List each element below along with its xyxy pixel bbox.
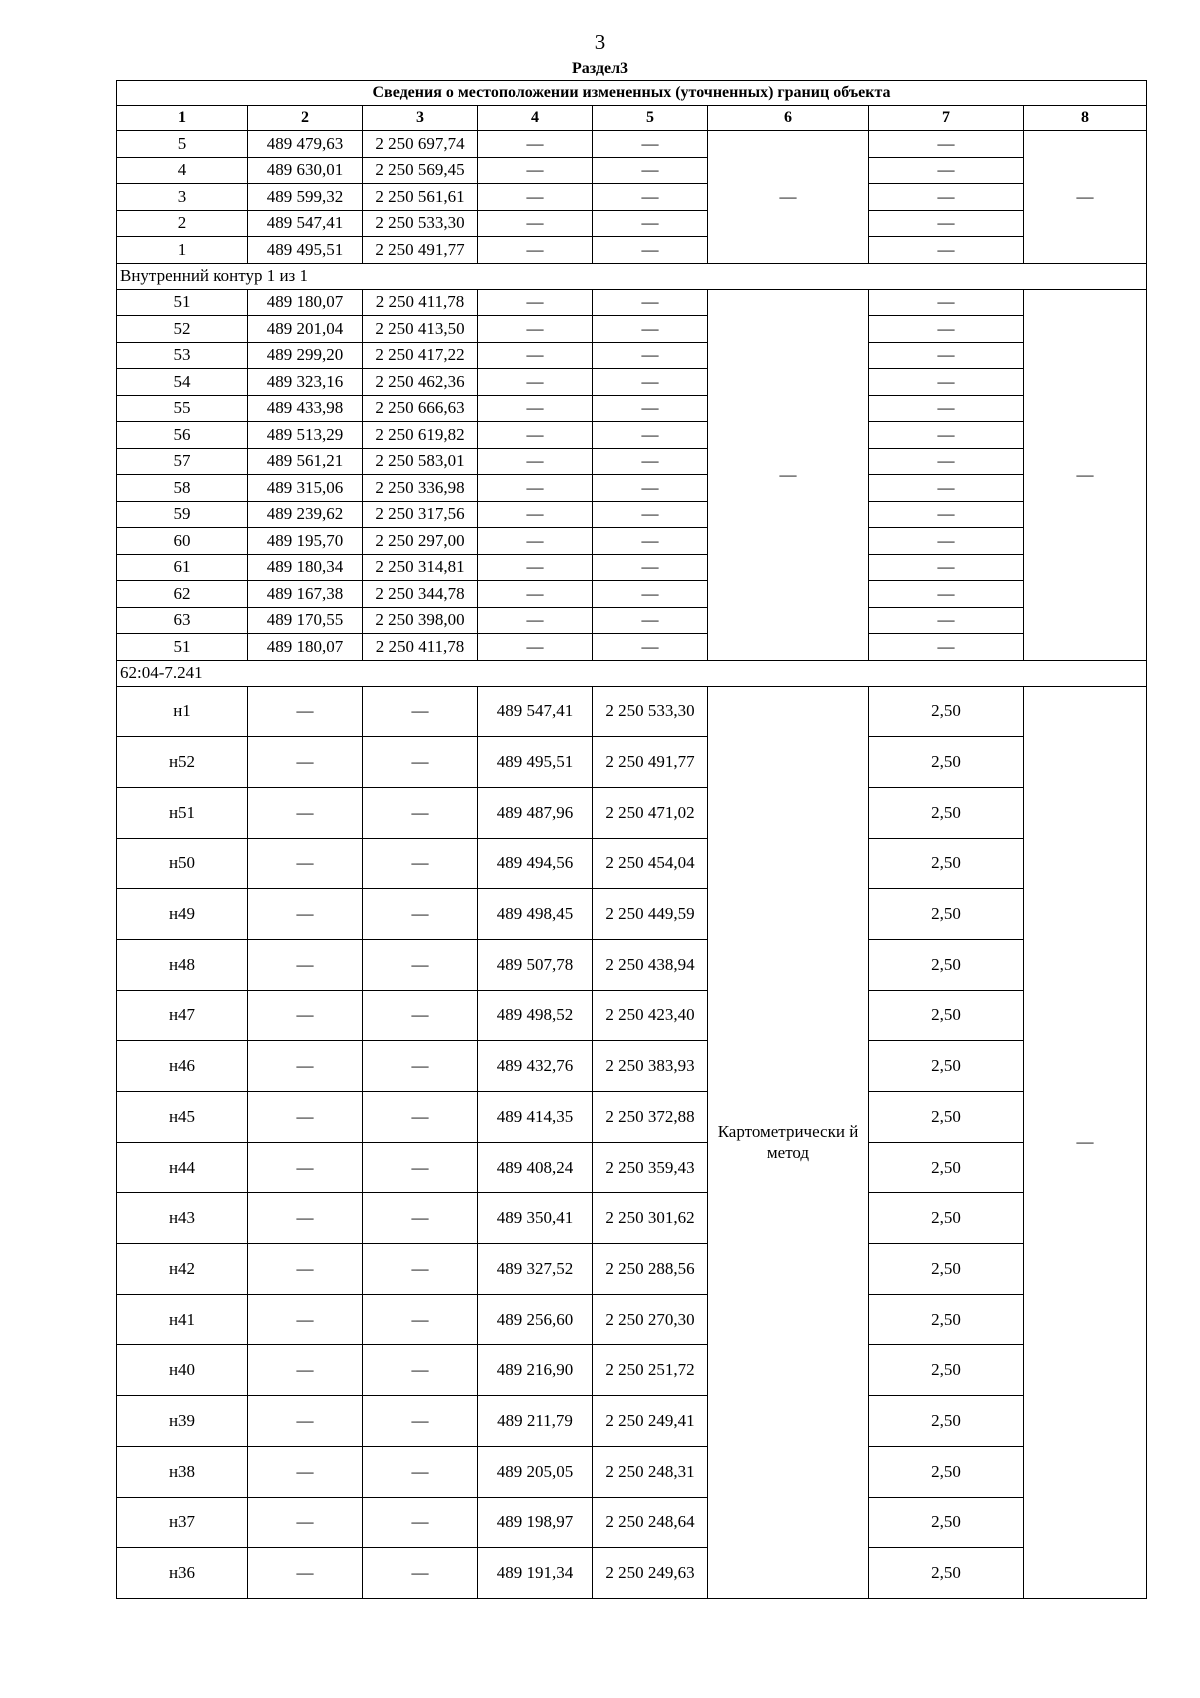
- point-number-cell: н49: [117, 889, 248, 940]
- boundary-table: [116, 80, 1147, 1599]
- accuracy-cell: 2,50: [869, 1193, 1024, 1244]
- new-y-cell: —: [593, 157, 708, 184]
- table-row: [117, 528, 1147, 555]
- new-x-cell: —: [478, 184, 593, 211]
- new-x-cell: 489 198,97: [478, 1497, 593, 1548]
- old-y-cell: —: [363, 1294, 478, 1345]
- old-y-cell: —: [363, 1041, 478, 1092]
- old-x-cell: 489 170,55: [248, 607, 363, 634]
- new-x-cell: —: [478, 369, 593, 396]
- point-number-cell: 59: [117, 501, 248, 528]
- table-row: [117, 581, 1147, 608]
- table-row: [117, 1193, 1147, 1244]
- table-row: [117, 1142, 1147, 1193]
- new-y-cell: 2 250 251,72: [593, 1345, 708, 1396]
- column-number-cell: 1: [117, 106, 248, 131]
- point-number-cell: 58: [117, 475, 248, 502]
- old-y-cell: 2 250 317,56: [363, 501, 478, 528]
- table-row: [117, 237, 1147, 264]
- accuracy-cell: —: [869, 210, 1024, 237]
- old-y-cell: 2 250 569,45: [363, 157, 478, 184]
- new-x-cell: 489 216,90: [478, 1345, 593, 1396]
- point-number-cell: 5: [117, 131, 248, 158]
- table-row: [117, 342, 1147, 369]
- point-number-cell: 60: [117, 528, 248, 555]
- accuracy-cell: 2,50: [869, 1041, 1024, 1092]
- table-row: [117, 554, 1147, 581]
- old-x-cell: 489 239,62: [248, 501, 363, 528]
- point-number-cell: н46: [117, 1041, 248, 1092]
- old-x-cell: 489 513,29: [248, 422, 363, 449]
- new-y-cell: —: [593, 501, 708, 528]
- new-y-cell: 2 250 423,40: [593, 990, 708, 1041]
- inner-contour-label: Внутренний контур 1 из 1: [117, 263, 1147, 289]
- old-x-cell: —: [248, 889, 363, 940]
- old-x-cell: —: [248, 787, 363, 838]
- accuracy-cell: 2,50: [869, 1244, 1024, 1295]
- new-y-cell: 2 250 359,43: [593, 1142, 708, 1193]
- point-number-cell: 51: [117, 289, 248, 316]
- point-number-cell: 57: [117, 448, 248, 475]
- column-number-cell: 3: [363, 106, 478, 131]
- table-caption-row: [117, 81, 1147, 106]
- table-row: [117, 210, 1147, 237]
- point-number-cell: н38: [117, 1446, 248, 1497]
- new-y-cell: 2 250 438,94: [593, 939, 708, 990]
- table-row: [117, 1345, 1147, 1396]
- point-number-cell: 52: [117, 316, 248, 343]
- accuracy-cell: —: [869, 342, 1024, 369]
- old-y-cell: —: [363, 1446, 478, 1497]
- old-x-cell: 489 201,04: [248, 316, 363, 343]
- old-x-cell: —: [248, 1244, 363, 1295]
- new-y-cell: 2 250 449,59: [593, 889, 708, 940]
- new-y-cell: —: [593, 554, 708, 581]
- old-x-cell: 489 547,41: [248, 210, 363, 237]
- table-row: [117, 289, 1147, 316]
- table-row: [117, 1396, 1147, 1447]
- point-number-cell: н50: [117, 838, 248, 889]
- old-x-cell: 489 630,01: [248, 157, 363, 184]
- old-y-cell: 2 250 411,78: [363, 289, 478, 316]
- new-x-cell: —: [478, 528, 593, 555]
- accuracy-cell: —: [869, 395, 1024, 422]
- accuracy-cell: —: [869, 237, 1024, 264]
- new-x-cell: 489 494,56: [478, 838, 593, 889]
- point-number-cell: н1: [117, 686, 248, 737]
- new-x-cell: —: [478, 210, 593, 237]
- new-y-cell: 2 250 471,02: [593, 787, 708, 838]
- table-row: [117, 990, 1147, 1041]
- point-number-cell: н43: [117, 1193, 248, 1244]
- old-y-cell: —: [363, 1142, 478, 1193]
- old-x-cell: —: [248, 838, 363, 889]
- column-number-cell: 5: [593, 106, 708, 131]
- method-cell: Картометрически й метод: [708, 686, 869, 1598]
- new-x-cell: —: [478, 395, 593, 422]
- old-x-cell: —: [248, 737, 363, 788]
- table-row: [117, 501, 1147, 528]
- point-number-cell: н36: [117, 1548, 248, 1599]
- accuracy-cell: 2,50: [869, 1092, 1024, 1143]
- old-x-cell: —: [248, 1092, 363, 1143]
- column-number-row: [117, 106, 1147, 131]
- old-y-cell: 2 250 462,36: [363, 369, 478, 396]
- point-number-cell: 51: [117, 634, 248, 661]
- new-y-cell: 2 250 491,77: [593, 737, 708, 788]
- old-x-cell: —: [248, 1396, 363, 1447]
- old-y-cell: —: [363, 889, 478, 940]
- new-x-cell: —: [478, 342, 593, 369]
- old-y-cell: 2 250 666,63: [363, 395, 478, 422]
- old-y-cell: —: [363, 1548, 478, 1599]
- old-x-cell: 489 599,32: [248, 184, 363, 211]
- table-row: [117, 1244, 1147, 1295]
- table-caption: Сведения о местоположении измененных (уточненных) границ объекта: [117, 81, 1147, 106]
- new-x-cell: —: [478, 237, 593, 264]
- point-number-cell: 62: [117, 581, 248, 608]
- point-number-cell: н52: [117, 737, 248, 788]
- old-y-cell: 2 250 413,50: [363, 316, 478, 343]
- table-row: [117, 787, 1147, 838]
- point-number-cell: 1: [117, 237, 248, 264]
- new-x-cell: —: [478, 634, 593, 661]
- old-y-cell: 2 250 697,74: [363, 131, 478, 158]
- old-y-cell: —: [363, 1244, 478, 1295]
- accuracy-cell: 2,50: [869, 939, 1024, 990]
- new-y-cell: —: [593, 184, 708, 211]
- point-number-cell: н45: [117, 1092, 248, 1143]
- new-y-cell: 2 250 249,63: [593, 1548, 708, 1599]
- method-cell: —: [708, 289, 869, 660]
- new-y-cell: —: [593, 475, 708, 502]
- point-number-cell: 4: [117, 157, 248, 184]
- old-x-cell: 489 433,98: [248, 395, 363, 422]
- accuracy-cell: —: [869, 131, 1024, 158]
- old-y-cell: —: [363, 1396, 478, 1447]
- new-x-cell: —: [478, 448, 593, 475]
- accuracy-cell: 2,50: [869, 737, 1024, 788]
- table-row: [117, 939, 1147, 990]
- accuracy-cell: 2,50: [869, 1396, 1024, 1447]
- old-x-cell: 489 479,63: [248, 131, 363, 158]
- accuracy-cell: 2,50: [869, 1142, 1024, 1193]
- column-number-cell: 2: [248, 106, 363, 131]
- accuracy-cell: —: [869, 316, 1024, 343]
- old-y-cell: —: [363, 737, 478, 788]
- accuracy-cell: 2,50: [869, 686, 1024, 737]
- new-x-cell: —: [478, 501, 593, 528]
- section-title: Раздел3: [571, 60, 629, 77]
- new-x-cell: —: [478, 131, 593, 158]
- new-y-cell: —: [593, 369, 708, 396]
- accuracy-cell: —: [869, 422, 1024, 449]
- table-row: [117, 607, 1147, 634]
- old-y-cell: 2 250 398,00: [363, 607, 478, 634]
- new-x-cell: 489 191,34: [478, 1548, 593, 1599]
- table-row: [117, 422, 1147, 449]
- old-x-cell: 489 323,16: [248, 369, 363, 396]
- column-number-cell: 4: [478, 106, 593, 131]
- point-number-cell: 53: [117, 342, 248, 369]
- old-y-cell: —: [363, 686, 478, 737]
- table-row: [117, 1548, 1147, 1599]
- old-y-cell: 2 250 619,82: [363, 422, 478, 449]
- table-row: [117, 1497, 1147, 1548]
- point-number-cell: н51: [117, 787, 248, 838]
- point-number-cell: 63: [117, 607, 248, 634]
- page-number: 3: [594, 30, 606, 54]
- new-y-cell: 2 250 248,64: [593, 1497, 708, 1548]
- new-x-cell: —: [478, 422, 593, 449]
- table-row: [117, 1294, 1147, 1345]
- old-x-cell: —: [248, 1548, 363, 1599]
- accuracy-cell: —: [869, 157, 1024, 184]
- new-y-cell: 2 250 249,41: [593, 1396, 708, 1447]
- point-number-cell: н41: [117, 1294, 248, 1345]
- point-number-cell: 3: [117, 184, 248, 211]
- old-y-cell: —: [363, 1497, 478, 1548]
- table-row: [117, 475, 1147, 502]
- table-row: [117, 686, 1147, 737]
- new-x-cell: 489 256,60: [478, 1294, 593, 1345]
- new-y-cell: —: [593, 422, 708, 449]
- new-y-cell: —: [593, 607, 708, 634]
- old-x-cell: —: [248, 1497, 363, 1548]
- point-number-cell: н48: [117, 939, 248, 990]
- point-number-cell: н39: [117, 1396, 248, 1447]
- old-y-cell: 2 250 417,22: [363, 342, 478, 369]
- table-row: [117, 1092, 1147, 1143]
- new-x-cell: 489 498,52: [478, 990, 593, 1041]
- new-x-cell: 489 350,41: [478, 1193, 593, 1244]
- old-y-cell: 2 250 491,77: [363, 237, 478, 264]
- table-row: [117, 1446, 1147, 1497]
- accuracy-cell: 2,50: [869, 787, 1024, 838]
- old-y-cell: —: [363, 1092, 478, 1143]
- new-x-cell: 489 211,79: [478, 1396, 593, 1447]
- new-y-cell: —: [593, 342, 708, 369]
- accuracy-cell: —: [869, 475, 1024, 502]
- new-y-cell: 2 250 383,93: [593, 1041, 708, 1092]
- old-y-cell: —: [363, 1193, 478, 1244]
- accuracy-cell: 2,50: [869, 838, 1024, 889]
- point-number-cell: 2: [117, 210, 248, 237]
- table-row: [117, 369, 1147, 396]
- accuracy-cell: —: [869, 528, 1024, 555]
- new-x-cell: —: [478, 581, 593, 608]
- old-y-cell: 2 250 561,61: [363, 184, 478, 211]
- accuracy-cell: —: [869, 501, 1024, 528]
- new-x-cell: —: [478, 289, 593, 316]
- table-row: [117, 448, 1147, 475]
- old-x-cell: 489 561,21: [248, 448, 363, 475]
- old-y-cell: 2 250 344,78: [363, 581, 478, 608]
- accuracy-cell: —: [869, 289, 1024, 316]
- accuracy-cell: —: [869, 607, 1024, 634]
- old-x-cell: 489 167,38: [248, 581, 363, 608]
- old-x-cell: 489 180,07: [248, 289, 363, 316]
- old-x-cell: —: [248, 939, 363, 990]
- point-number-cell: 55: [117, 395, 248, 422]
- old-x-cell: —: [248, 1193, 363, 1244]
- point-number-cell: н37: [117, 1497, 248, 1548]
- old-y-cell: —: [363, 787, 478, 838]
- old-y-cell: —: [363, 990, 478, 1041]
- old-x-cell: —: [248, 1446, 363, 1497]
- old-x-cell: 489 299,20: [248, 342, 363, 369]
- accuracy-cell: 2,50: [869, 1446, 1024, 1497]
- new-y-cell: 2 250 248,31: [593, 1446, 708, 1497]
- table-row: [117, 157, 1147, 184]
- table-row: [117, 634, 1147, 661]
- point-number-cell: 54: [117, 369, 248, 396]
- contour-label-row: [117, 263, 1147, 289]
- accuracy-cell: 2,50: [869, 990, 1024, 1041]
- accuracy-cell: —: [869, 448, 1024, 475]
- old-x-cell: 489 495,51: [248, 237, 363, 264]
- new-x-cell: —: [478, 554, 593, 581]
- new-x-cell: 489 487,96: [478, 787, 593, 838]
- method-cell: —: [708, 131, 869, 264]
- parcel-label-row: [117, 660, 1147, 686]
- accuracy-cell: 2,50: [869, 1548, 1024, 1599]
- old-y-cell: 2 250 533,30: [363, 210, 478, 237]
- new-x-cell: —: [478, 157, 593, 184]
- new-y-cell: —: [593, 448, 708, 475]
- new-x-cell: 489 205,05: [478, 1446, 593, 1497]
- old-x-cell: 489 180,34: [248, 554, 363, 581]
- new-y-cell: 2 250 301,62: [593, 1193, 708, 1244]
- description-cell: —: [1024, 686, 1147, 1598]
- table-row: [117, 1041, 1147, 1092]
- new-x-cell: —: [478, 475, 593, 502]
- old-x-cell: 489 180,07: [248, 634, 363, 661]
- point-number-cell: н44: [117, 1142, 248, 1193]
- new-x-cell: 489 432,76: [478, 1041, 593, 1092]
- new-y-cell: —: [593, 237, 708, 264]
- new-y-cell: —: [593, 528, 708, 555]
- new-x-cell: 489 507,78: [478, 939, 593, 990]
- old-x-cell: —: [248, 1345, 363, 1396]
- description-cell: —: [1024, 289, 1147, 660]
- new-y-cell: —: [593, 634, 708, 661]
- new-y-cell: 2 250 454,04: [593, 838, 708, 889]
- accuracy-cell: —: [869, 581, 1024, 608]
- accuracy-cell: —: [869, 554, 1024, 581]
- accuracy-cell: 2,50: [869, 1345, 1024, 1396]
- old-x-cell: 489 195,70: [248, 528, 363, 555]
- old-y-cell: 2 250 411,78: [363, 634, 478, 661]
- accuracy-cell: —: [869, 184, 1024, 211]
- new-x-cell: 489 414,35: [478, 1092, 593, 1143]
- old-y-cell: 2 250 336,98: [363, 475, 478, 502]
- table-row: [117, 838, 1147, 889]
- accuracy-cell: —: [869, 634, 1024, 661]
- old-x-cell: —: [248, 1294, 363, 1345]
- table-row: [117, 184, 1147, 211]
- old-x-cell: —: [248, 1142, 363, 1193]
- old-x-cell: —: [248, 990, 363, 1041]
- column-number-cell: 6: [708, 106, 869, 131]
- new-x-cell: 489 327,52: [478, 1244, 593, 1295]
- new-y-cell: 2 250 372,88: [593, 1092, 708, 1143]
- table-row: [117, 737, 1147, 788]
- old-x-cell: —: [248, 1041, 363, 1092]
- table-row: [117, 316, 1147, 343]
- new-x-cell: 489 498,45: [478, 889, 593, 940]
- accuracy-cell: —: [869, 369, 1024, 396]
- new-y-cell: —: [593, 289, 708, 316]
- old-y-cell: —: [363, 1345, 478, 1396]
- old-y-cell: 2 250 297,00: [363, 528, 478, 555]
- old-y-cell: —: [363, 838, 478, 889]
- old-y-cell: 2 250 314,81: [363, 554, 478, 581]
- new-y-cell: —: [593, 581, 708, 608]
- new-x-cell: —: [478, 607, 593, 634]
- new-y-cell: —: [593, 131, 708, 158]
- point-number-cell: 56: [117, 422, 248, 449]
- point-number-cell: н47: [117, 990, 248, 1041]
- table-row: [117, 131, 1147, 158]
- old-y-cell: 2 250 583,01: [363, 448, 478, 475]
- accuracy-cell: 2,50: [869, 889, 1024, 940]
- new-x-cell: 489 495,51: [478, 737, 593, 788]
- new-y-cell: 2 250 288,56: [593, 1244, 708, 1295]
- new-y-cell: —: [593, 316, 708, 343]
- table-row: [117, 395, 1147, 422]
- accuracy-cell: 2,50: [869, 1497, 1024, 1548]
- new-y-cell: 2 250 533,30: [593, 686, 708, 737]
- description-cell: —: [1024, 131, 1147, 264]
- old-x-cell: —: [248, 686, 363, 737]
- table-row: [117, 889, 1147, 940]
- old-y-cell: —: [363, 939, 478, 990]
- new-x-cell: —: [478, 316, 593, 343]
- point-number-cell: н42: [117, 1244, 248, 1295]
- new-y-cell: 2 250 270,30: [593, 1294, 708, 1345]
- new-y-cell: —: [593, 395, 708, 422]
- new-y-cell: —: [593, 210, 708, 237]
- old-x-cell: 489 315,06: [248, 475, 363, 502]
- new-x-cell: 489 547,41: [478, 686, 593, 737]
- column-number-cell: 8: [1024, 106, 1147, 131]
- point-number-cell: н40: [117, 1345, 248, 1396]
- column-number-cell: 7: [869, 106, 1024, 131]
- parcel-label: 62:04-7.241: [117, 660, 1147, 686]
- new-x-cell: 489 408,24: [478, 1142, 593, 1193]
- point-number-cell: 61: [117, 554, 248, 581]
- accuracy-cell: 2,50: [869, 1294, 1024, 1345]
